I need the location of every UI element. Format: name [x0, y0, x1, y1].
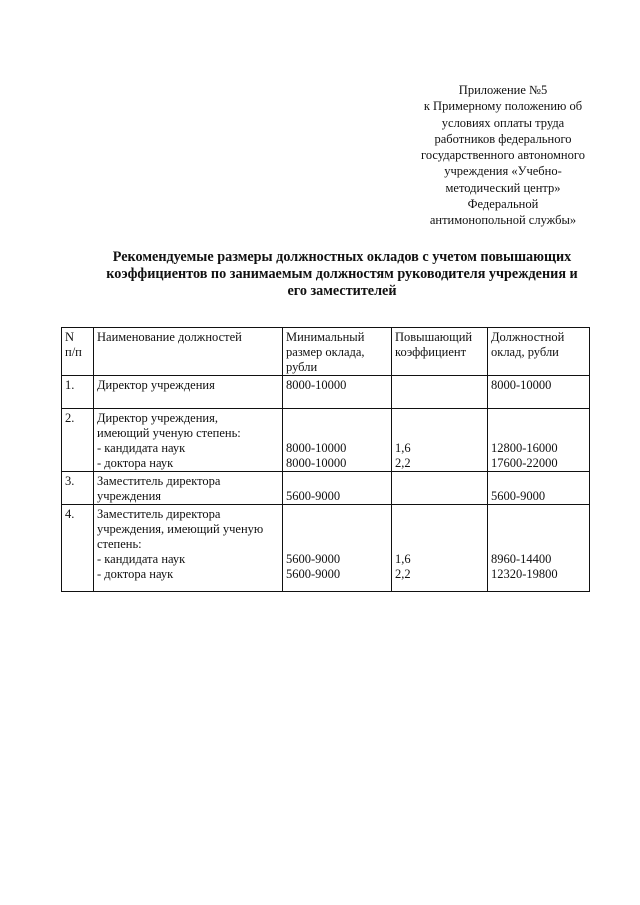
header-min-salary: Минимальный размер оклада, рубли [283, 328, 392, 376]
appendix-reference [405, 82, 601, 229]
table-row [62, 409, 590, 472]
appendix-line: работников федерального [434, 131, 572, 146]
row-salary: 8000-10000 [488, 376, 590, 409]
row-num: 3. [62, 472, 94, 505]
table-row [62, 505, 590, 592]
row-coefficient [392, 376, 488, 409]
row-coefficient: 1,6 2,2 [392, 505, 488, 592]
document-title [82, 249, 602, 300]
appendix-line: условиях оплаты труда [441, 115, 565, 130]
row-num: 2. [62, 409, 94, 472]
header-name: Наименование должностей [94, 328, 283, 376]
salary-table [61, 327, 590, 592]
appendix-line: Приложение №5 [458, 83, 548, 97]
appendix-line: учреждения «Учебно- [444, 164, 562, 179]
row-coefficient: 1,6 2,2 [392, 409, 488, 472]
row-position: Заместитель директора учреждения, имеющий ученую степень: - кандидата наук - доктора наук [94, 505, 283, 592]
row-salary: 12800-16000 17600-22000 [488, 409, 590, 472]
row-num: 4. [62, 505, 94, 592]
title-line: Рекомендуемые размеры должностных окладов с учетом повышающих [112, 249, 572, 265]
row-salary: 8960-14400 12320-19800 [488, 505, 590, 592]
appendix-line: Федеральной [467, 197, 539, 212]
appendix-line: методический центр» [445, 180, 561, 195]
row-min-salary: 5600-9000 [283, 472, 392, 505]
row-coefficient [392, 472, 488, 505]
row-position: Директор учреждения [94, 376, 283, 409]
table-header-row [62, 328, 590, 376]
row-min-salary: 5600-9000 5600-9000 [283, 505, 392, 592]
row-num: 1. [62, 376, 94, 409]
header-salary: Должностной оклад, рубли [488, 328, 590, 376]
appendix-line: антимонопольной службы» [429, 213, 577, 228]
appendix-line: государственного автономного [421, 148, 585, 163]
header-coefficient: Повышающий коэффициент [392, 328, 488, 376]
row-salary: 5600-9000 [488, 472, 590, 505]
appendix-line: к Примерному положению об [423, 99, 583, 114]
table-row [62, 472, 590, 505]
row-position: Директор учреждения, имеющий ученую степень: - кандидата наук - доктора наук [94, 409, 283, 472]
row-min-salary: 8000-10000 [283, 376, 392, 409]
table-row [62, 376, 590, 409]
row-min-salary: 8000-10000 8000-10000 [283, 409, 392, 472]
title-line: коэффициентов по занимаемым должностям руководителя учреждения и [106, 266, 578, 282]
header-num: N п/п [62, 328, 94, 376]
title-line: его заместителей [287, 283, 397, 299]
row-position: Заместитель директора учреждения [94, 472, 283, 505]
